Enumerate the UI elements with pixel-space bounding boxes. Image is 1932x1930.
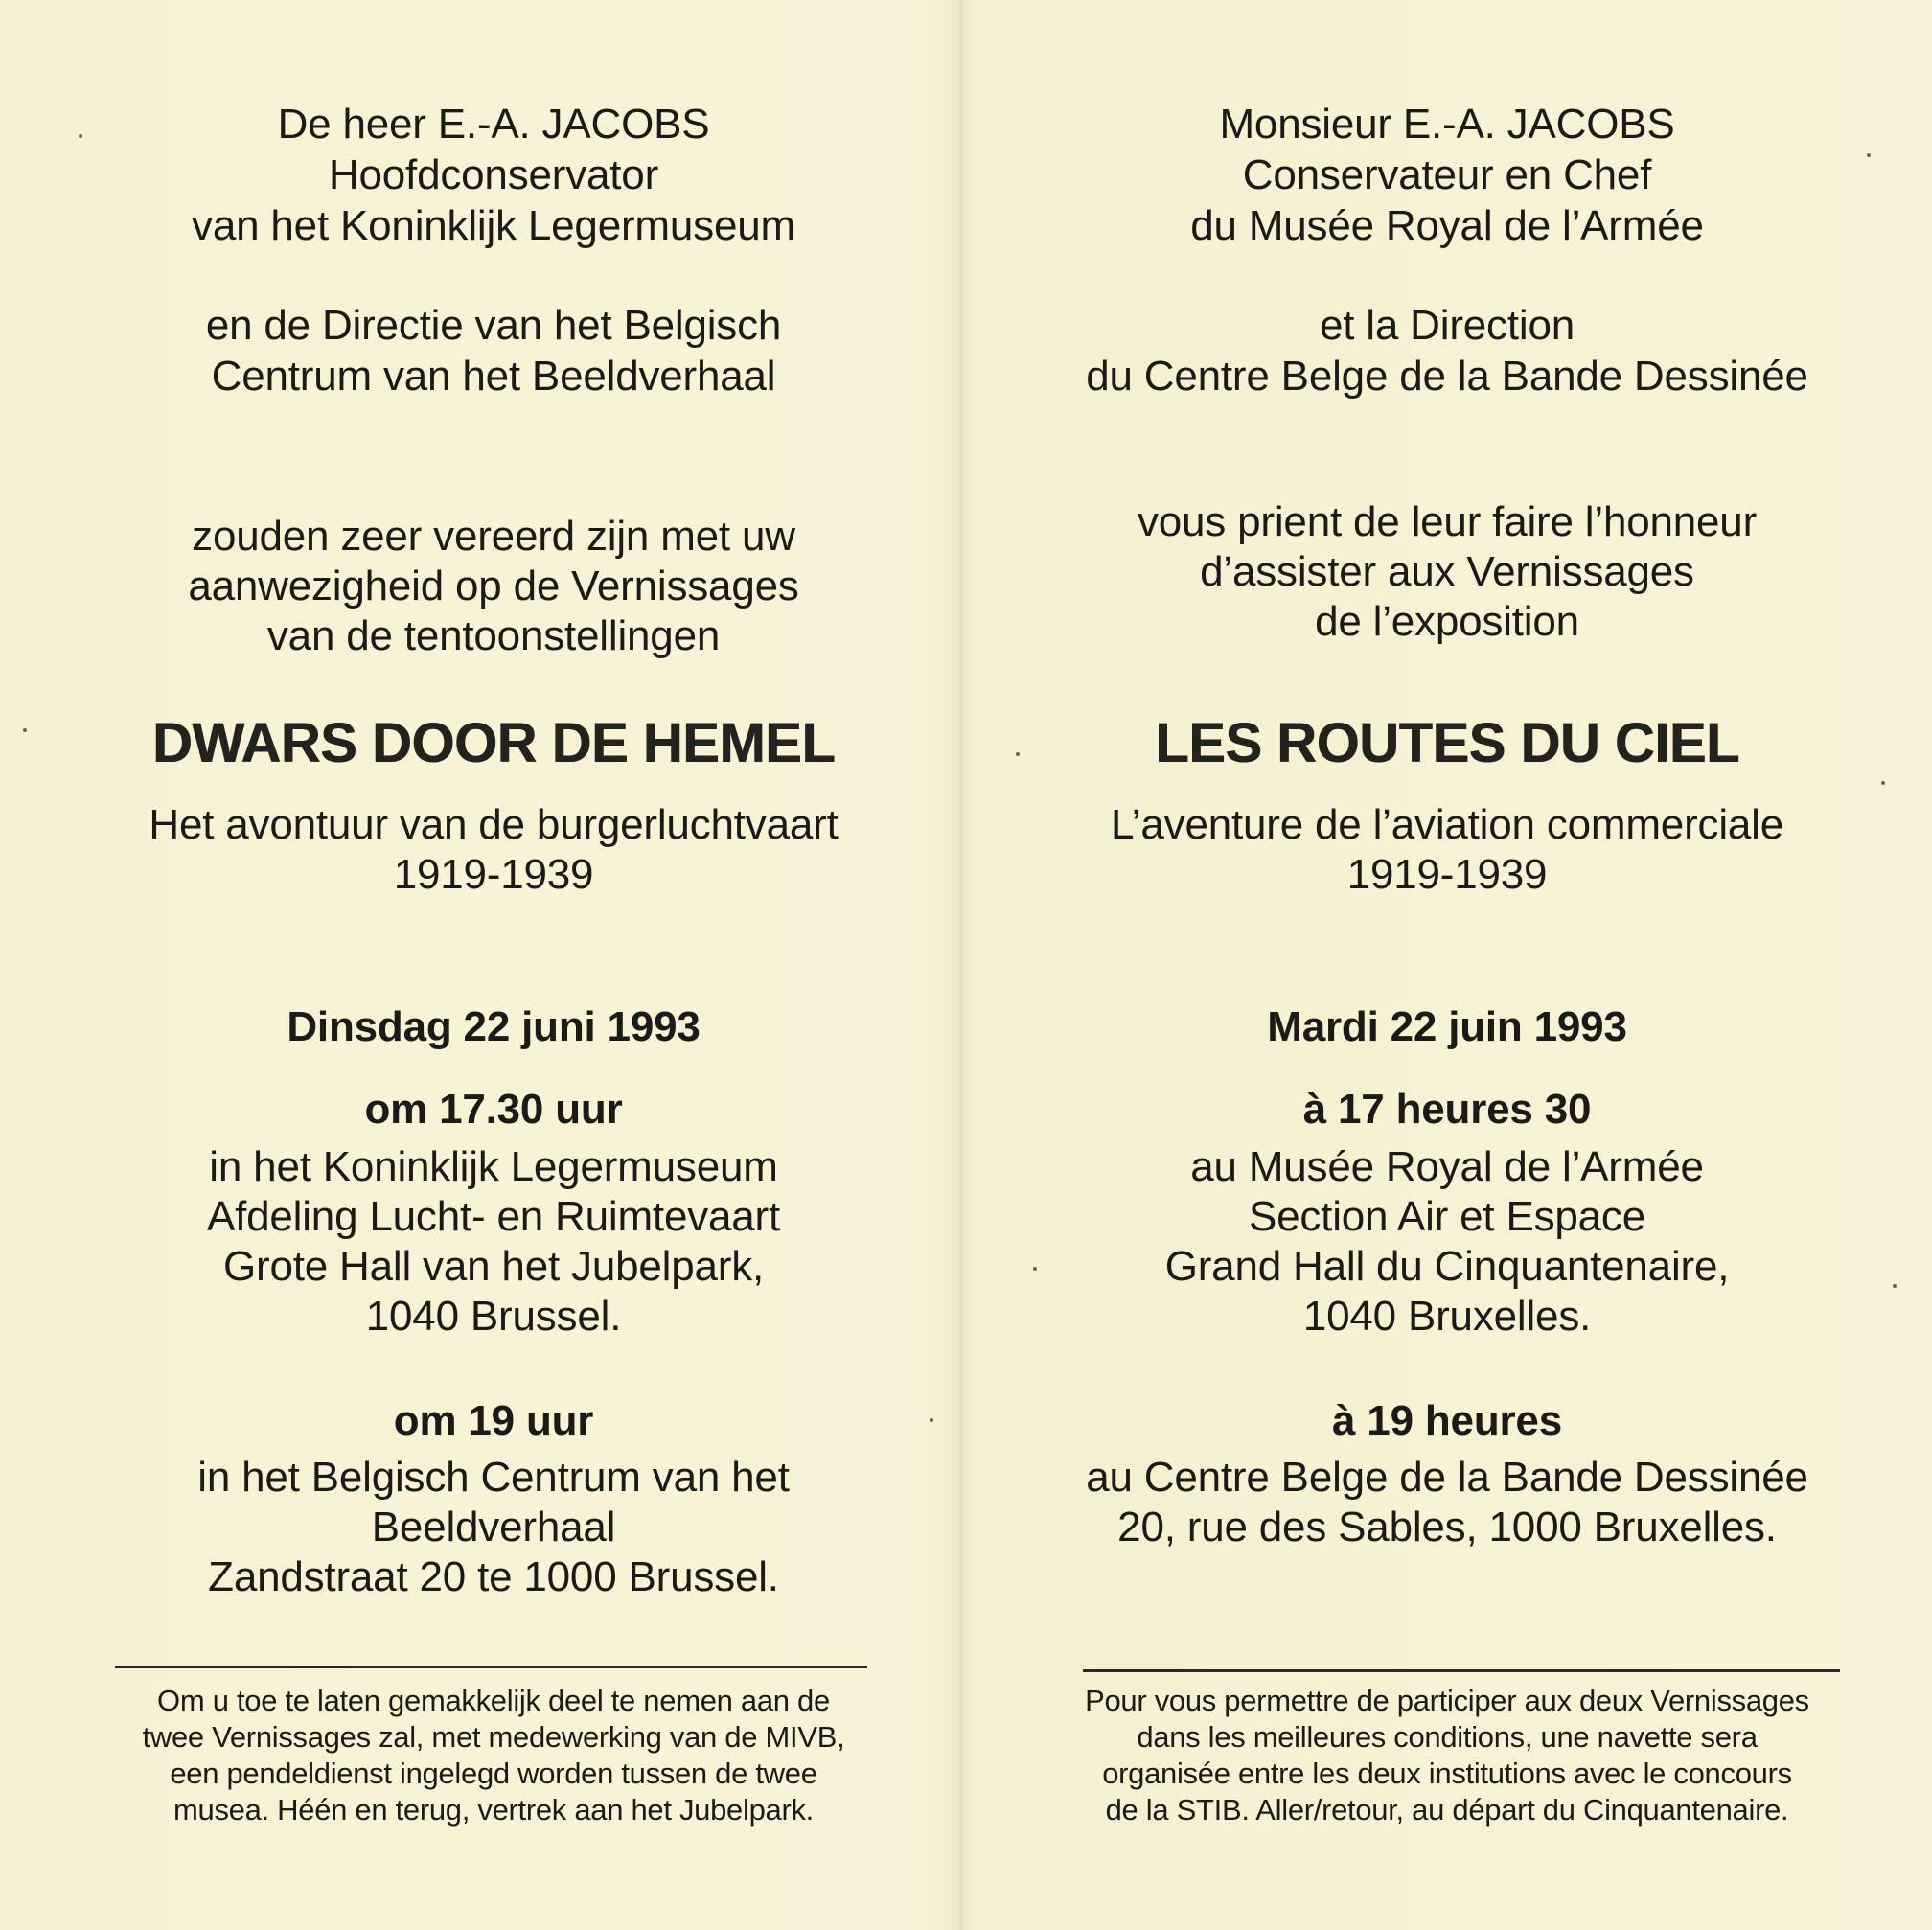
nl-venue1-line: 1040 Brussel. — [365, 1293, 622, 1340]
fr-direction-line: du Centre Belge de la Bande Dessinée — [1086, 353, 1808, 400]
nl-venue2-line: Beeldverhaal — [371, 1504, 616, 1551]
nl-intro-line: De heer E.-A. JACOBS — [277, 101, 710, 148]
fr-subtitle-years: 1919-1939 — [1346, 851, 1548, 898]
fr-note-line: Pour vous permettre de participer aux deux Vernissages — [1085, 1684, 1809, 1717]
nl-venue1-line: in het Koninklijk Legermuseum — [209, 1143, 778, 1190]
scan-speck — [1881, 781, 1885, 785]
nl-invite-line: aanwezigheid op de Vernissages — [188, 563, 799, 609]
nl-direction-line: Centrum van het Beeldverhaal — [211, 353, 776, 400]
fr-direction-line: et la Direction — [1319, 302, 1575, 349]
fr-date: Mardi 22 juin 1993 — [1267, 1003, 1627, 1050]
fr-venue1-line: au Musée Royal de l’Armée — [1190, 1143, 1704, 1190]
fr-intro-line: du Musée Royal de l’Armée — [1190, 202, 1704, 249]
nl-note-line: Om u toe te laten gemakkelijk deel te nemen aan de — [157, 1684, 830, 1717]
nl-subtitle-years: 1919-1939 — [393, 851, 594, 898]
nl-venue1-line: Afdeling Lucht- en Ruimtevaart — [206, 1193, 781, 1240]
fr-note-divider — [1083, 1669, 1840, 1672]
fr-venue1-line: Section Air et Espace — [1248, 1193, 1646, 1240]
fr-time-1: à 17 heures 30 — [1302, 1086, 1592, 1133]
nl-note-divider — [115, 1666, 867, 1668]
scan-speck — [930, 1418, 933, 1422]
nl-time-1: om 17.30 uur — [364, 1086, 623, 1133]
scan-speck — [23, 728, 27, 732]
card-fold — [958, 0, 964, 1930]
scan-speck — [79, 134, 82, 138]
nl-invite-line: van de tentoonstellingen — [266, 612, 721, 659]
dutch-column — [67, 0, 920, 1930]
nl-subtitle-line: Het avontuur van de burgerluchtvaart — [149, 801, 839, 848]
fr-intro-line: Conservateur en Chef — [1242, 151, 1652, 198]
fr-exhibition-title: LES ROUTES DU CIEL — [1155, 712, 1739, 774]
fr-venue2-line: 20, rue des Sables, 1000 Bruxelles. — [1117, 1504, 1777, 1551]
nl-exhibition-title: DWARS DOOR DE HEMEL — [151, 712, 836, 774]
fr-subtitle-line: L’aventure de l’aviation commerciale — [1110, 801, 1784, 848]
scan-speck — [1016, 752, 1020, 756]
nl-invite-line: zouden zeer vereerd zijn met uw — [192, 513, 795, 560]
scan-speck — [1867, 153, 1871, 157]
nl-intro-line: van het Koninklijk Legermuseum — [192, 202, 795, 249]
nl-date: Dinsdag 22 juni 1993 — [287, 1003, 701, 1050]
fr-note-line: de la STIB. Aller/retour, au départ du Cinquantenaire. — [1105, 1793, 1789, 1827]
nl-time-2: om 19 uur — [393, 1397, 594, 1444]
scan-speck — [1893, 1284, 1897, 1288]
nl-venue1-line: Grote Hall van het Jubelpark, — [222, 1243, 765, 1290]
fr-venue1-line: 1040 Bruxelles. — [1302, 1293, 1592, 1340]
nl-intro-line: Hoofdconservator — [328, 151, 659, 198]
fr-note-line: organisée entre les deux institutions avec le concours — [1102, 1757, 1792, 1790]
fr-venue1-line: Grand Hall du Cinquantenaire, — [1164, 1243, 1730, 1290]
fr-invite-line: vous prient de leur faire l’honneur — [1137, 498, 1758, 545]
nl-direction-line: en de Directie van het Belgisch — [205, 302, 782, 349]
nl-note-line: musea. Héén en terug, vertrek aan het Jubelpark. — [173, 1793, 814, 1827]
fr-time-2: à 19 heures — [1332, 1397, 1562, 1444]
scan-speck — [1033, 1267, 1037, 1271]
fr-intro-line: Monsieur E.-A. JACOBS — [1219, 101, 1675, 148]
nl-venue2-line: Zandstraat 20 te 1000 Brussel. — [208, 1553, 779, 1600]
fr-note-line: dans les meilleures conditions, une navette sera — [1137, 1720, 1758, 1754]
fr-invite-line: de l’exposition — [1315, 598, 1579, 645]
nl-note-line: een pendeldienst ingelegd worden tussen de twee — [170, 1757, 817, 1790]
nl-note-line: twee Vernissages zal, met medewerking van de MIVB, — [142, 1720, 845, 1754]
french-column — [1016, 0, 1878, 1930]
fr-invite-line: d’assister aux Vernissages — [1200, 548, 1694, 595]
nl-venue2-line: in het Belgisch Centrum van het — [197, 1454, 790, 1501]
fr-venue2-line: au Centre Belge de la Bande Dessinée — [1086, 1454, 1808, 1501]
